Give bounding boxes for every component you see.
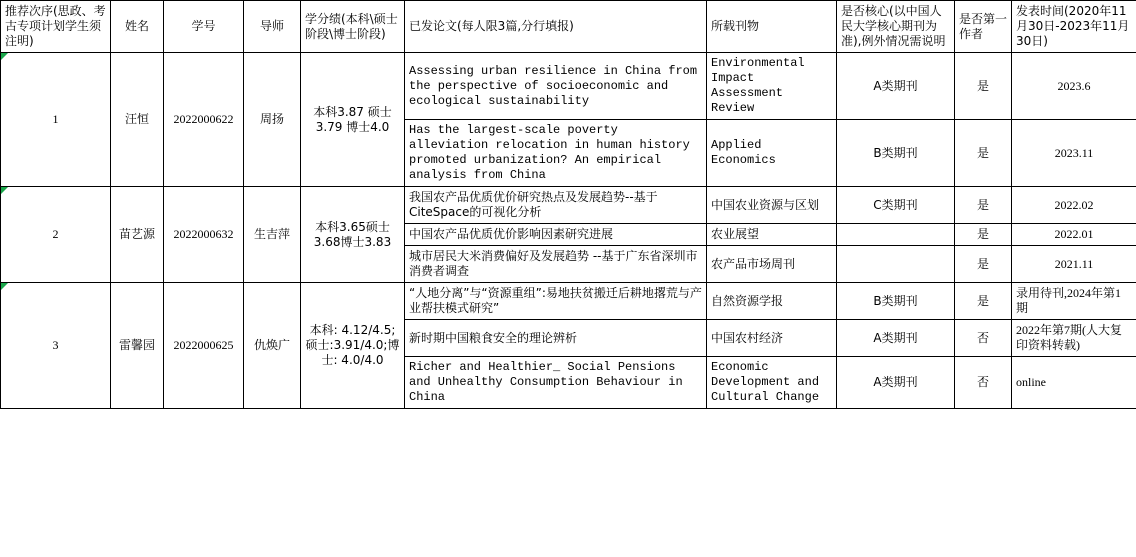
header-cell-index: 推荐次序(思政、考古专项计划学生须注明) — [1, 1, 111, 53]
cell-student-id: 2022000625 — [164, 283, 244, 409]
cell-first-author: 否 — [955, 320, 1012, 357]
cell-publish-date: 2022年第7期(人大复印资料转载) — [1012, 320, 1136, 357]
cell-journal: 中国农村经济 — [707, 320, 837, 357]
cell-paper-title: 城市居民大米消费偏好及发展趋势 --基于广东省深圳市消费者调查 — [405, 246, 707, 283]
cell-paper-title: Has the largest-scale poverty alleviation relocation in human history promoted urbanization? An empirical analysis from China — [405, 120, 707, 187]
table-row — [1, 53, 1136, 120]
cell-first-author: 是 — [955, 53, 1012, 120]
header-row — [1, 1, 1136, 53]
cell-journal: Environmental Impact Assessment Review — [707, 53, 837, 120]
cell-journal: 中国农业资源与区划 — [707, 187, 837, 224]
cell-paper-title: Assessing urban resilience in China from the perspective of socioeconomic and ecological sustainability — [405, 53, 707, 120]
cell-publish-date: 2022.02 — [1012, 187, 1136, 224]
cell-advisor: 生吉萍 — [244, 187, 301, 283]
cell-publish-date: 2022.01 — [1012, 224, 1136, 246]
cell-paper-title: 我国农产品优质优价研究热点及发展趋势--基于CiteSpace的可视化分析 — [405, 187, 707, 224]
cell-index: 2 — [1, 187, 111, 283]
cell-core-level: B类期刊 — [837, 283, 955, 320]
cell-core-level — [837, 224, 955, 246]
cell-advisor: 周扬 — [244, 53, 301, 187]
header-cell-first-author: 是否第一作者 — [955, 1, 1012, 53]
table-row — [1, 283, 1136, 320]
header-cell-publish-date: 发表时间(2020年11月30日-2023年11月30日) — [1012, 1, 1136, 53]
cell-paper-title: Richer and Healthier_ Social Pensions and Unhealthy Consumption Behaviour in China — [405, 357, 707, 409]
cell-advisor: 仇焕广 — [244, 283, 301, 409]
cell-journal: 农业展望 — [707, 224, 837, 246]
cell-core-level: B类期刊 — [837, 120, 955, 187]
cell-grades: 本科3.87 硕士3.79 博士4.0 — [301, 53, 405, 187]
cell-student-name: 汪恒 — [111, 53, 164, 187]
header-cell-name: 姓名 — [111, 1, 164, 53]
cell-student-id: 2022000622 — [164, 53, 244, 187]
header-cell-core: 是否核心(以中国人民大学核心期刊为准),例外情况需说明 — [837, 1, 955, 53]
cell-first-author: 是 — [955, 246, 1012, 283]
cell-journal: 自然资源学报 — [707, 283, 837, 320]
header-cell-advisor: 导师 — [244, 1, 301, 53]
cell-publish-date: 2023.11 — [1012, 120, 1136, 187]
cell-publish-date: 2023.6 — [1012, 53, 1136, 120]
cell-index: 3 — [1, 283, 111, 409]
cell-core-level — [837, 246, 955, 283]
cell-first-author: 否 — [955, 357, 1012, 409]
cell-publish-date: 2021.11 — [1012, 246, 1136, 283]
cell-first-author: 是 — [955, 120, 1012, 187]
cell-core-level: A类期刊 — [837, 53, 955, 120]
cell-grades: 本科3.65硕士3.68博士3.83 — [301, 187, 405, 283]
cell-index: 1 — [1, 53, 111, 187]
cell-student-name: 雷馨园 — [111, 283, 164, 409]
cell-grades: 本科: 4.12/4.5;硕士:3.91/4.0;博士: 4.0/4.0 — [301, 283, 405, 409]
cell-first-author: 是 — [955, 187, 1012, 224]
cell-paper-title: 新时期中国粮食安全的理论辨析 — [405, 320, 707, 357]
cell-student-id: 2022000632 — [164, 187, 244, 283]
cell-first-author: 是 — [955, 283, 1012, 320]
header-cell-grades: 学分绩(本科\硕士阶段\博士阶段) — [301, 1, 405, 53]
cell-publish-date: 录用待刊,2024年第1期 — [1012, 283, 1136, 320]
header-cell-papers: 已发论文(每人限3篇,分行填报) — [405, 1, 707, 53]
cell-core-level: A类期刊 — [837, 320, 955, 357]
cell-journal: Applied Economics — [707, 120, 837, 187]
cell-core-level: A类期刊 — [837, 357, 955, 409]
cell-publish-date: online — [1012, 357, 1136, 409]
cell-journal: Economic Development and Cultural Change — [707, 357, 837, 409]
table-header — [1, 1, 1136, 53]
table-row — [1, 187, 1136, 224]
header-cell-student-id: 学号 — [164, 1, 244, 53]
cell-first-author: 是 — [955, 224, 1012, 246]
cell-paper-title: “人地分离”与“资源重组”:易地扶贫搬迁后耕地撂荒与产业帮扶模式研究” — [405, 283, 707, 320]
table-body — [1, 53, 1136, 409]
header-cell-journal: 所载刊物 — [707, 1, 837, 53]
cell-journal: 农产品市场周刊 — [707, 246, 837, 283]
cell-paper-title: 中国农产品优质优价影响因素研究进展 — [405, 224, 707, 246]
cell-core-level: C类期刊 — [837, 187, 955, 224]
cell-student-name: 苗艺源 — [111, 187, 164, 283]
